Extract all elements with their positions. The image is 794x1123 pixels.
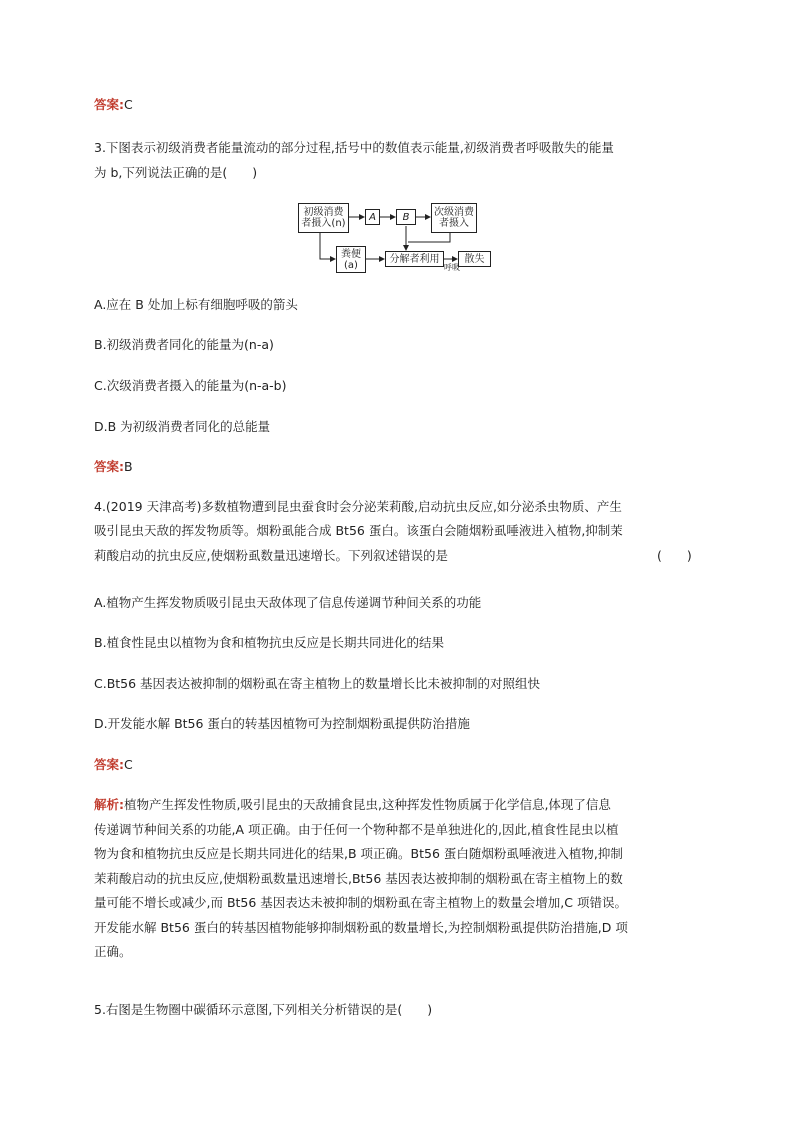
option-4c: C.Bt56 基因表达被抑制的烟粉虱在寄主植物上的数量增长比未被抑制的对照组快 <box>94 676 541 691</box>
box-feces: 粪便 (a) <box>336 246 366 273</box>
answer-value: C <box>124 97 133 112</box>
energy-flow-diagram <box>298 202 508 276</box>
analysis-label: 解析: <box>94 797 124 812</box>
box-secondary-consumer-intake: 次级消费 者摄入 <box>431 203 477 233</box>
analysis-line-7: 正确。 <box>94 944 132 959</box>
question-3-line-1: 3.下图表示初级消费者能量流动的部分过程,括号中的数值表示能量,初级消费者呼吸散失的能量 <box>94 140 614 155</box>
option-4d: D.开发能水解 Bt56 蛋白的转基因植物可为控制烟粉虱提供防治措施 <box>94 716 470 731</box>
analysis-line-5: 量可能不增长或减少,而 Bt56 基因表达未被抑制的烟粉虱在寄主植物上的数量会增加,C 项错误。 <box>94 895 627 910</box>
option-3c: C.次级消费者摄入的能量为(n-a-b) <box>94 378 287 393</box>
answer-label: 答案: <box>94 97 124 112</box>
question-4-line-1: 4.(2019 天津高考)多数植物遭到昆虫蚕食时会分泌茉莉酸,启动抗虫反应,如分泌杀虫物质、产生 <box>94 499 622 514</box>
question-4-line-2: 吸引昆虫天敌的挥发物质等。烟粉虱能合成 Bt56 蛋白。该蛋白会随烟粉虱唾液进入植物,抑制茉 <box>94 523 623 538</box>
option-3d: D.B 为初级消费者同化的总能量 <box>94 419 271 434</box>
label-respiration: 呼吸 <box>444 263 460 272</box>
option-3a: A.应在 B 处加上标有细胞呼吸的箭头 <box>94 297 298 312</box>
analysis-line-4: 茉莉酸启动的抗虫反应,使烟粉虱数量迅速增长,Bt56 基因表达被抑制的烟粉虱在寄主植物上的数 <box>94 871 623 886</box>
box-lost: 散失 <box>458 251 491 267</box>
question-5-line-1: 5.右图是生物圈中碳循环示意图,下列相关分析错误的是( ) <box>94 1002 433 1017</box>
box-b: B <box>396 209 416 225</box>
answer-paren: ( ) <box>657 548 692 563</box>
analysis-line-1: 解析:植物产生挥发性物质,吸引昆虫的天敌捕食昆虫,这种挥发性物质属于化学信息,体现了信息 <box>94 797 611 812</box>
answer-label: 答案: <box>94 459 124 474</box>
analysis-line-2: 传递调节种间关系的功能,A 项正确。由于任何一个物种都不是单独进化的,因此,植食性昆虫以植 <box>94 822 619 837</box>
answer-line-q2 <box>94 96 133 114</box>
answer-line-q4 <box>94 756 133 774</box>
box-decomposer-use: 分解者利用 <box>385 251 444 267</box>
arrow-secondary-to-decomposer <box>408 233 450 242</box>
answer-line-q3 <box>94 458 133 476</box>
box-a: A <box>365 209 380 225</box>
arrow-primary-to-feces <box>320 233 335 259</box>
answer-value: C <box>124 757 133 772</box>
option-4b: B.植食性昆虫以植物为食和植物抗虫反应是长期共同进化的结果 <box>94 635 445 650</box>
question-4-line-3: 莉酸启动的抗虫反应,使烟粉虱数量迅速增长。下列叙述错误的是 ( ) <box>94 548 692 563</box>
question-3-line-2: 为 b,下列说法正确的是( ) <box>94 165 258 180</box>
answer-value: B <box>124 459 133 474</box>
analysis-line-6: 开发能水解 Bt56 蛋白的转基因植物能够抑制烟粉虱的数量增长,为控制烟粉虱提供防治措施,D 项 <box>94 920 628 935</box>
option-4a: A.植物产生挥发物质吸引昆虫天敌体现了信息传递调节种间关系的功能 <box>94 595 482 610</box>
box-primary-consumer-intake: 初级消费 者摄入(n) <box>298 203 349 233</box>
answer-label: 答案: <box>94 757 124 772</box>
analysis-line-3: 物为食和植物抗虫反应是长期共同进化的结果,B 项正确。Bt56 蛋白随烟粉虱唾液进入植物,抑制 <box>94 846 623 861</box>
option-3b: B.初级消费者同化的能量为(n-a) <box>94 337 274 352</box>
